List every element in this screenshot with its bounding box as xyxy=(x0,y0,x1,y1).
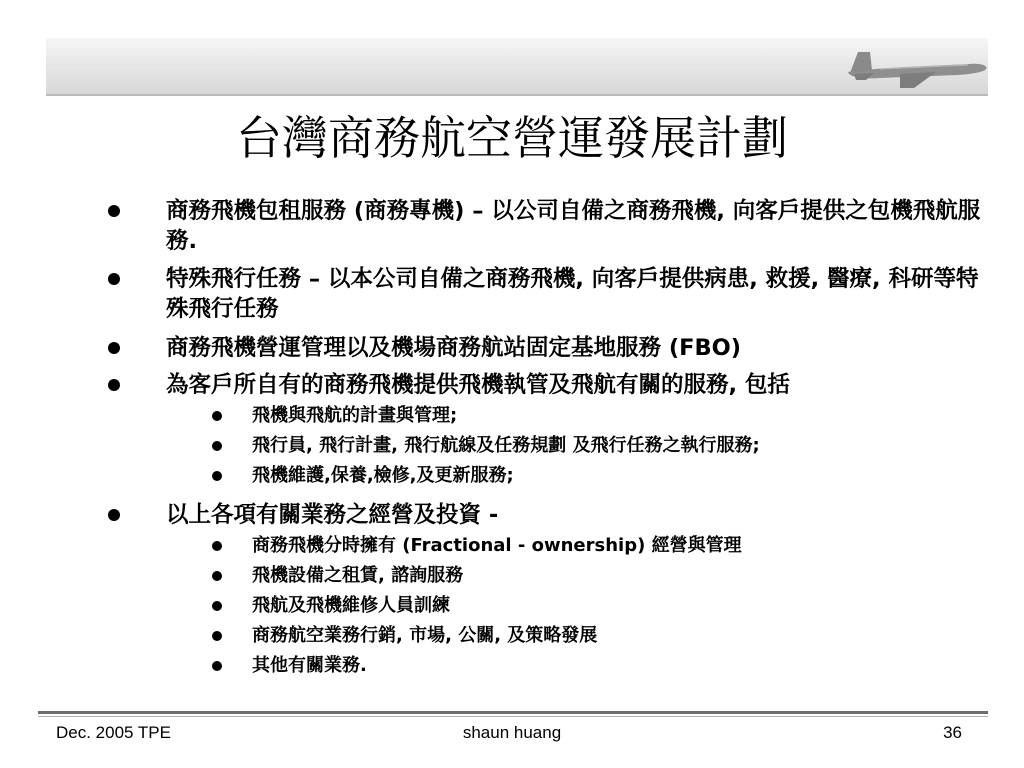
bullet-dot-icon xyxy=(108,342,120,354)
footer-divider xyxy=(38,711,988,714)
slide-title: 台灣商務航空營運發展計劃 xyxy=(236,111,788,165)
sub-bullet-text: 其他有關業務. xyxy=(252,655,367,676)
footer-date: Dec. 2005 TPE xyxy=(56,723,171,742)
bullet-text: 為客戶所自有的商務飛機提供飛機執管及飛航有關的服務, 包括 xyxy=(166,372,790,398)
sub-bullet-text: 飛行員, 飛行計畫, 飛行航線及任務規劃 及飛行任務之執行服務; xyxy=(252,435,760,456)
sub-bullet-item xyxy=(252,463,972,489)
sub-bullet-text: 商務航空業務行銷, 市場, 公關, 及策略發展 xyxy=(252,625,598,646)
bullet-dot-icon xyxy=(108,379,120,391)
bullet-text: 以上各項有關業務之經營及投資 - xyxy=(166,502,499,528)
bullet-dot-icon xyxy=(212,661,222,671)
footer-page-number: 36 xyxy=(943,723,962,742)
sub-bullet-item xyxy=(252,653,972,679)
footer-divider-thin xyxy=(38,716,988,717)
sub-bullet-text: 飛機維護,保養,檢修,及更新服務; xyxy=(252,465,514,486)
bullet-item xyxy=(166,196,986,256)
sub-bullet-item xyxy=(252,563,972,589)
sub-bullet-text: 飛機設備之租賃, 諮詢服務 xyxy=(252,565,464,586)
bullet-item xyxy=(166,370,986,400)
bullet-text: 特殊飛行任務 – 以本公司自備之商務飛機, 向客戶提供病患, 救援, 醫療, 科研等特殊飛行任務 xyxy=(166,266,979,322)
airplane-icon xyxy=(840,42,990,92)
bullet-item xyxy=(166,500,986,530)
bullet-dot-icon xyxy=(212,441,222,451)
bullet-dot-icon xyxy=(212,541,222,551)
sub-bullet-item xyxy=(252,623,972,649)
sub-bullet-text: 商務飛機分時擁有 (Fractional - ownership) 經營與管理 xyxy=(252,535,742,556)
sub-bullet-item xyxy=(252,593,972,619)
sub-bullet-item xyxy=(252,433,972,459)
bullet-text: 商務飛機營運管理以及機場商務航站固定基地服務 (FBO) xyxy=(166,335,742,361)
bullet-item xyxy=(166,264,986,324)
bullet-dot-icon xyxy=(212,631,222,641)
sub-bullet-text: 飛機與飛航的計畫與管理; xyxy=(252,405,458,426)
bullet-dot-icon xyxy=(212,471,222,481)
bullet-item xyxy=(166,333,986,363)
footer-author: shaun huang xyxy=(462,723,562,742)
bullet-dot-icon xyxy=(108,509,120,521)
bullet-dot-icon xyxy=(108,273,120,285)
bullet-dot-icon xyxy=(212,601,222,611)
sub-bullet-text: 飛航及飛機維修人員訓練 xyxy=(252,595,450,616)
sub-bullet-item xyxy=(252,403,972,429)
bullet-dot-icon xyxy=(212,411,222,421)
bullet-dot-icon xyxy=(108,205,120,217)
bullet-text: 商務飛機包租服務 (商務專機) – 以公司自備之商務飛機, 向客戶提供之包機飛航服務. xyxy=(166,198,981,254)
bullet-dot-icon xyxy=(212,571,222,581)
sub-bullet-item xyxy=(252,533,972,559)
